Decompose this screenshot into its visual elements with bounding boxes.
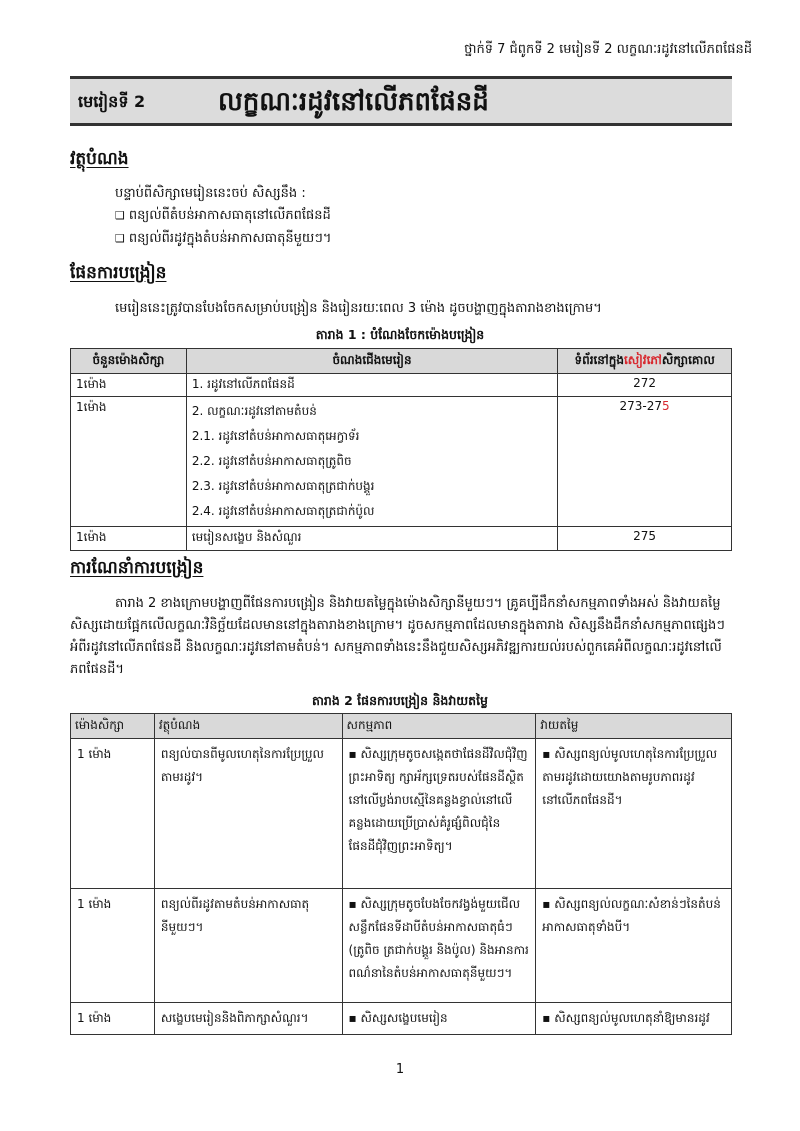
topic-text: 2. លក្ខណៈរដូវនៅតាមតំបន់ — [191, 404, 317, 418]
guidance-heading: ការណែនាំការបង្រៀន — [70, 558, 204, 578]
table-row — [71, 1003, 732, 1035]
subtopic-item: 2.1. រដូវនៅតំបន់អាកាសធាតុអេក្វាទ័រ — [191, 429, 360, 443]
objective-text: ពន្យល់ពីរដូវក្នុងតំបន់អាកាសធាតុនីមួយៗ។ — [128, 231, 332, 246]
activity-text: ▪ សិស្សក្រុមតូចសង្កេតថាផែនដីវិលជុំវិញព្រះអាទិត្យ ក្សាអ័ក្សទ្រេតរបស់ផែនដីស្ថិតនៅលើប្លង់រាបស្មើនៃគន្លងខ្វាល់នៅលើគន្លងដោយប្រើប្រាស់គំរូផ្សំពិលជុំនៃផែនដីជុំវិញព្រះអាទិត្យ។ — [349, 743, 530, 858]
page-cell: 275 — [558, 527, 732, 551]
highlighted-digit: 5 — [662, 399, 670, 413]
table-row — [71, 889, 732, 1003]
page-number: 1 — [395, 1062, 405, 1077]
activity-text: ▪ សិស្សក្រុមតូចបែងចែកវង្វង់មួយជើលសន្លឹកផែនទីដាបីតំបន់អាកាសធាតុធំៗ (ត្រូពិច ត្រជាក់បង្គួរ និងប៉ូល) និងអានការពណ៌នានៃតំបន់អាកាសធាតុនីមួយៗ។ — [349, 893, 530, 985]
hour-cell: 1 ម៉ោង — [71, 889, 155, 1003]
activity-cell — [342, 739, 536, 889]
objective-cell: ពន្យល់ពីរដូវតាមតំបន់អាកាសធាតុនីមួយៗ។ — [154, 889, 342, 1003]
lesson-number: មេរៀនទី 2 — [78, 92, 146, 111]
assessment-cell — [536, 739, 732, 889]
table-row — [71, 374, 732, 397]
hour-cell: 1 ម៉ោង — [71, 1003, 155, 1035]
hours-cell: 1ម៉ោង — [71, 397, 187, 527]
lesson-hours-table — [70, 348, 732, 551]
column-header: ម៉ោងសិក្សា — [71, 714, 155, 739]
table2-caption: តារាង 2 ផែនការបង្រៀន និងវាយតម្លៃ — [312, 693, 488, 708]
lesson-title: លក្ខណៈរដូវនៅលើភពផែនដី — [218, 87, 489, 117]
plan-heading: ផែនការបង្រៀន — [70, 263, 167, 283]
assessment-text: ▪ សិស្សពន្យល់មូលហេតុនៃការប្រែប្រួលតាមរដូវដោយយោងតាមរូបភាពរដូវនៅលើភពផែនដី។ — [542, 743, 725, 812]
hours-cell: 1ម៉ោង — [71, 374, 187, 397]
checkbox-bullet-icon: ❑ — [115, 209, 125, 222]
page-cell: 273-275 — [558, 397, 732, 527]
objective-cell: សង្ខេបមេរៀននិងពិភាក្សាសំណួរ។ — [154, 1003, 342, 1035]
activity-cell — [342, 889, 536, 1003]
guidance-paragraph: តារាង 2 ខាងក្រោមបង្ហាញពីផែនការបង្រៀន និងវាយតម្លៃក្នុងម៉ោងសិក្សានីមួយៗ។ គ្រូគប្បីដឹកនាំសកម្មភាពទាំងអស់ និងវាយតម្លៃសិស្សដោយផ្អែកលើលក្ខណៈវិនិច្ឆ័យដែលមាននៅក្នុងតារាងខាងក្រោម។ ដូចសកម្មភាពដែលមានក្នុងតារាង សិស្សនឹងដឹកនាំសកម្មភាពផ្សេងៗអំពីរដូវនៅលើភពផែនដី និងលក្ខណៈរដូវនៅតាមតំបន់។ សកម្មភាពទាំងនេះនឹងជួយសិស្សអភិវឌ្ឍការយល់របស់ពួកគេអំពីលក្ខណៈរដូវនៅលើភពផែនដី។ — [70, 596, 725, 677]
objective-text: ពន្យល់ពីតំបន់អាកាសធាតុនៅលើភពផែនដី — [128, 208, 331, 223]
assessment-cell — [536, 889, 732, 1003]
subtopic-item: 2.4. រដូវនៅតំបន់អាកាសធាតុត្រជាក់ប៉ូល — [191, 504, 375, 518]
topic-cell: មេរៀនសង្ខេប និងសំណួរ — [186, 527, 557, 551]
activity-text: ▪ សិស្សសង្ខេបមេរៀន — [349, 1007, 530, 1030]
hour-cell: 1 ម៉ោង — [71, 739, 155, 889]
hours-cell: 1ម៉ោង — [71, 527, 187, 551]
table1-caption: តារាង 1 : បំណែងចែកម៉ោងបង្រៀន — [315, 327, 485, 342]
assessment-cell — [536, 1003, 732, 1035]
column-header: ទំព័រនៅក្នុងសៀវភៅសិក្សាគោល — [558, 349, 732, 374]
running-header: ថ្នាក់ទី 7 ជំពូកទី 2 មេរៀនទី 2 លក្ខណៈរដូវនៅលើភពផែនដី — [464, 42, 752, 57]
objective-item — [115, 206, 331, 226]
assessment-text: ▪ សិស្សពន្យល់មូលហេតុនាំឱ្យមានរដូវ — [542, 1007, 725, 1030]
teaching-plan-table — [70, 713, 732, 1035]
subtopic-item: 2.3. រដូវនៅតំបន់អាកាសធាតុត្រជាក់បង្គួរ — [191, 479, 375, 493]
activity-cell — [342, 1003, 536, 1035]
column-header: ចំនួនម៉ោងសិក្សា — [71, 349, 187, 374]
column-header: សកម្មភាព — [342, 714, 536, 739]
topic-cell: 1. រដូវនៅលើភពផែនដី — [186, 374, 557, 397]
assessment-text: ▪ សិស្សពន្យល់លក្ខណៈសំខាន់ៗនៃតំបន់អាកាសធាតុទាំងបី។ — [542, 893, 725, 939]
topic-cell — [186, 397, 557, 527]
page-cell: 272 — [558, 374, 732, 397]
subtopic-item: 2.2. រដូវនៅតំបន់អាកាសធាតុត្រូពិច — [191, 454, 352, 468]
objectives-heading: វត្ថុបំណង — [70, 149, 129, 169]
objective-cell: ពន្យល់បានពីមូលហេតុនៃការប្រែប្រួលតាមរដូវ។ — [154, 739, 342, 889]
lesson-title-bar — [70, 76, 732, 126]
checkbox-bullet-icon: ❑ — [115, 232, 125, 245]
table-header-row — [71, 349, 732, 374]
table-row — [71, 527, 732, 551]
column-header: វត្ថុបំណង — [154, 714, 342, 739]
highlighted-word: សៀវភៅ — [623, 353, 662, 367]
table-row — [71, 739, 732, 889]
table-header-row — [71, 714, 732, 739]
table-row — [71, 397, 732, 527]
column-header: ចំណងជើងមេរៀន — [186, 349, 557, 374]
objective-item — [115, 229, 331, 249]
plan-intro: មេរៀននេះត្រូវបានបែងចែកសម្រាប់បង្រៀន និងរៀនរយៈពេល 3 ម៉ោង ដូចបង្ហាញក្នុងតារាងខាងក្រោម។ — [115, 301, 602, 316]
column-header: វាយតម្លៃ — [536, 714, 732, 739]
objectives-intro: បន្ទាប់ពីសិក្សាមេរៀននេះចប់ សិស្សនឹង : — [115, 186, 306, 201]
